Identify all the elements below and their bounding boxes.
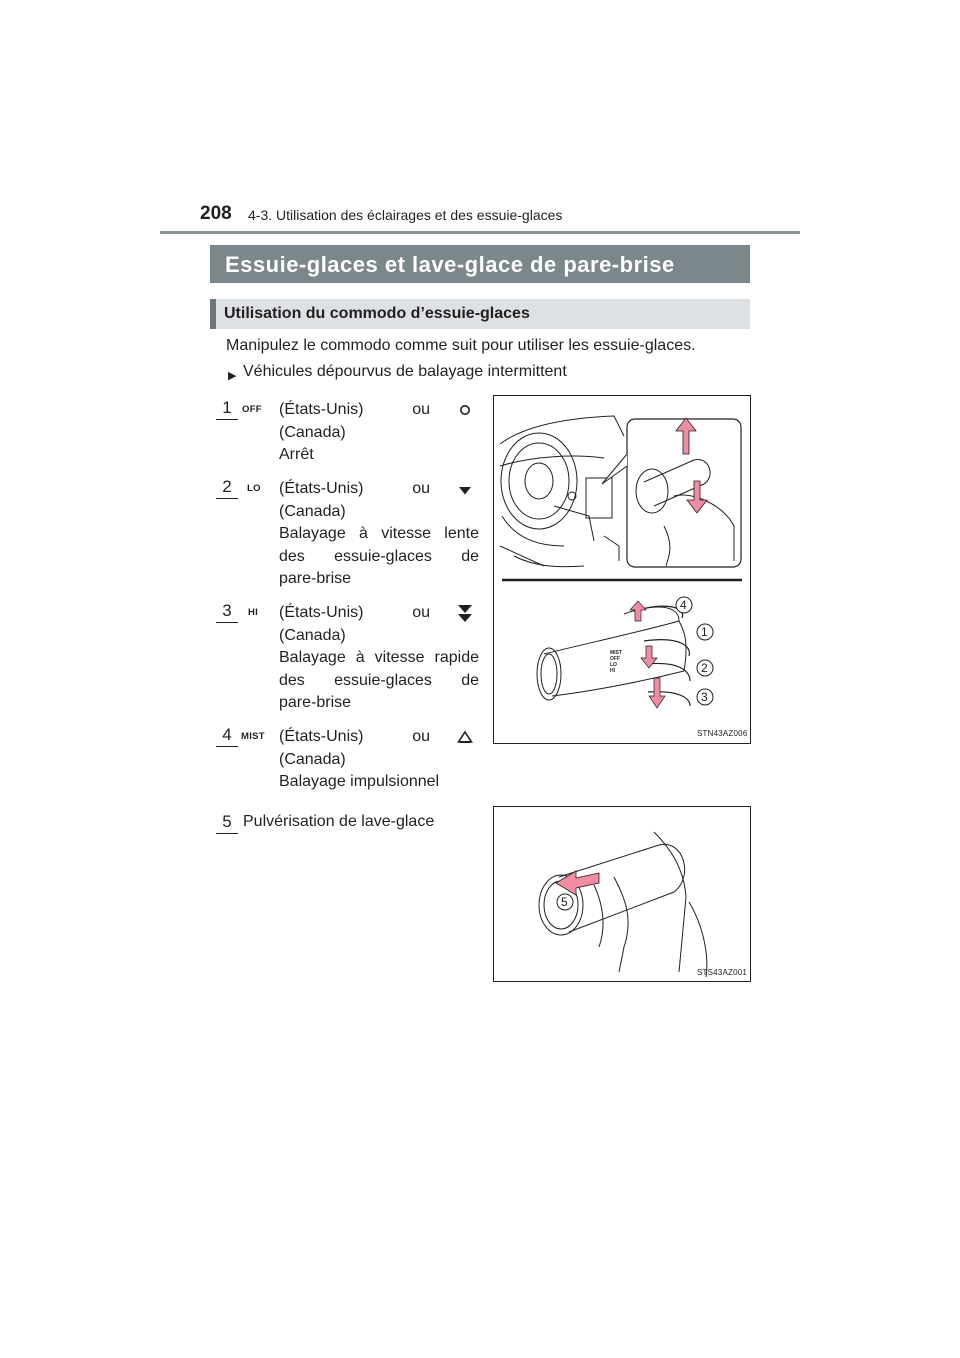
item-desc: pare-brise: [279, 694, 352, 711]
callout-5: 5: [561, 895, 568, 909]
ca-label: (Canada): [279, 502, 346, 520]
running-header: 4-3. Utilisation des éclairages et des essuie-glaces: [248, 207, 563, 223]
bullet-triangle-icon: ▶: [228, 370, 237, 382]
bullet-text: Véhicules dépourvus de balayage intermittent: [243, 363, 567, 380]
item-number-rule: [216, 498, 238, 499]
item-desc: pare-brise: [279, 570, 352, 587]
item-number-2: 2: [222, 477, 232, 496]
callout-2: 2: [701, 661, 708, 675]
item-number-rule: [216, 419, 238, 420]
header-rule: [160, 231, 800, 234]
item-desc: des essuie-glaces de: [279, 547, 479, 565]
circle-off-icon: [456, 403, 474, 417]
double-down-triangle-icon: [457, 604, 473, 629]
item-desc: Balayage impulsionnel: [279, 773, 440, 790]
callout-1: 1: [701, 625, 708, 639]
item-text-3: [279, 602, 479, 715]
figure-code: STN43AZ006: [697, 729, 748, 738]
callout-4: 4: [680, 598, 687, 612]
symbol-hi: HI: [248, 607, 259, 618]
item-number-rule: [216, 833, 238, 834]
ou-label: ou: [412, 604, 430, 621]
symbol-off: OFF: [242, 404, 262, 415]
figure-code: STS43AZ001: [697, 968, 748, 977]
washer-figure: [493, 806, 751, 982]
us-label: (États-Unis): [279, 604, 364, 621]
single-down-triangle-icon: [456, 484, 474, 498]
section-title: Essuie-glaces et lave-glace de pare-brise: [225, 252, 675, 277]
page-number: 208: [200, 203, 232, 224]
item-text-1: [279, 399, 479, 467]
item-desc: des essuie-glaces de: [279, 671, 479, 689]
ca-label: (Canada): [279, 423, 346, 441]
us-label: (États-Unis): [279, 401, 364, 418]
stalk-mark: HI: [610, 668, 615, 674]
callout-3: 3: [701, 690, 708, 704]
item-number-rule: [216, 746, 238, 747]
subsection-title: Utilisation du commodo d’essuie-glaces: [224, 305, 530, 322]
item-number-rule: [216, 622, 238, 623]
subsection-accent: [210, 299, 216, 329]
us-label: (États-Unis): [279, 728, 364, 745]
us-label: (États-Unis): [279, 480, 364, 497]
item-desc: Balayage à vitesse rapide: [279, 649, 479, 666]
washer-illustration: [494, 807, 750, 981]
intro-text: Manipulez le commodo comme suit pour utiliser les essuie-glaces.: [226, 337, 696, 354]
item-text-5: Pulvérisation de lave-glace: [243, 813, 435, 830]
item-desc: Balayage à vitesse lente: [279, 525, 479, 542]
symbol-lo: LO: [247, 483, 261, 494]
stalk-mark: OFF: [610, 656, 620, 662]
item-text-2: [279, 478, 479, 591]
item-text-4: [279, 726, 479, 794]
ca-label: (Canada): [279, 626, 346, 644]
stalk-mark: LO: [610, 662, 617, 668]
wiper-stalk-figure: [493, 395, 751, 744]
item-desc: Arrêt: [279, 446, 314, 463]
item-number-4: 4: [222, 725, 232, 744]
section-title-bar: [210, 245, 750, 283]
item-number-3: 3: [222, 601, 232, 620]
item-number-1: 1: [222, 398, 232, 417]
stalk-mark: MIST: [610, 650, 622, 656]
ca-label: (Canada): [279, 750, 346, 768]
item-number-5: 5: [222, 812, 232, 831]
outline-up-triangle-icon: [457, 730, 473, 749]
wiper-stalk-illustration: [494, 396, 750, 743]
ou-label: ou: [412, 728, 430, 745]
ou-label: ou: [412, 480, 430, 497]
symbol-mist: MIST: [241, 731, 265, 742]
ou-label: ou: [412, 401, 430, 418]
